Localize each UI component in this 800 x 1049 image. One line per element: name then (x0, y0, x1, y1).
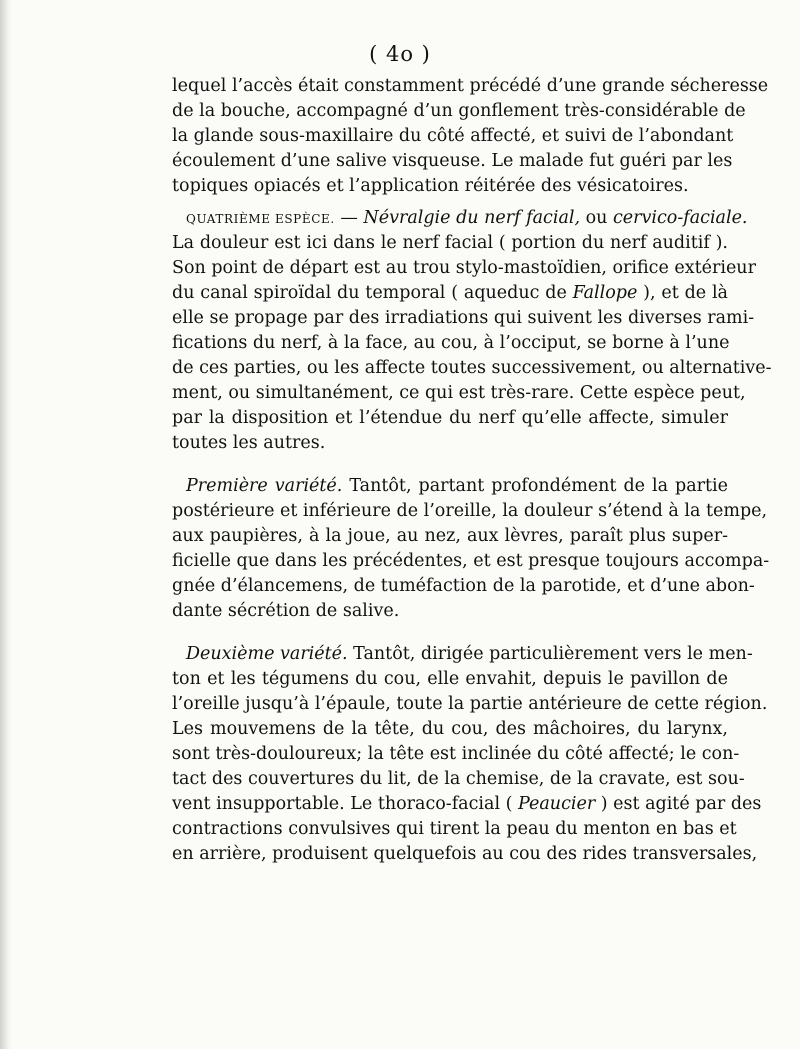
text-line: ton et les tégumens du cou, elle envahit, depuis le pavillon de (172, 669, 728, 689)
paragraph-deuxieme-variete (172, 642, 768, 867)
heading-dash: — (334, 208, 364, 228)
text-segment: vent insupportable. Le thoraco-facial ( (172, 794, 519, 814)
text-segment: Tantôt, dirigée particulièrement vers le men- (347, 644, 753, 664)
section-title: Névralgie du nerf facial, (363, 208, 581, 228)
text-line (172, 474, 728, 499)
variety-label: Première variété. (186, 476, 343, 496)
text-line: de la bouche, accompagné d’un gonflement très-considérable de (172, 101, 746, 121)
text-line: Les mouvemens de la tête, du cou, des mâchoires, du larynx, (172, 719, 728, 739)
text-line (172, 642, 753, 667)
text-line: contractions convulsives qui tirent la peau du menton en bas et (172, 819, 737, 839)
text-line (172, 792, 762, 817)
text-line: en arrière, produisent quelquefois au cou des rides transversales, (172, 844, 758, 864)
heading-connector: ou (580, 208, 613, 228)
text-line: fications du nerf, à la face, au cou, à l’occiput, se borne à l’une (172, 333, 730, 353)
text-line: ficielle que dans les précédentes, et est presque toujours accompa- (172, 551, 770, 571)
text-line: par la disposition et l’étendue du nerf qu’elle affecte, simuler (172, 408, 728, 428)
section-quatrieme-espece (172, 206, 772, 456)
binding-gutter-shadow (0, 0, 12, 1049)
text-line: ment, ou simultanément, ce qui est très-rare. Cette espèce peut, (172, 383, 746, 403)
text-line: de ces parties, ou les affecte toutes successivement, ou alternative- (172, 358, 772, 378)
text-line: sont très-douloureux; la tête est inclinée du côté affecté; le con- (172, 744, 740, 764)
text-line: Son point de départ est au trou stylo-mastoïdien, orifice extérieur (172, 258, 756, 278)
text-segment: du canal spiroïdal du temporal ( aqueduc de (172, 283, 573, 303)
text-line: lequel l’accès était constamment précédé d’une grande sécheresse (172, 76, 769, 96)
text-segment: ), et de là (637, 283, 728, 303)
section-alt-title: cervico-faciale. (612, 208, 748, 228)
text-line: postérieure et inférieure de l’oreille, la douleur s’étend à la tempe, (172, 501, 768, 521)
paragraph-continuation (172, 74, 769, 199)
text-line: la glande sous-maxillaire du côté affecté, et suivi de l’abondant (172, 126, 734, 146)
text-line (172, 281, 728, 306)
section-label: QUATRIÈME ESPÈCE. (186, 212, 335, 226)
text-segment: Tantôt, partant profondément de la partie (342, 476, 728, 496)
text-line: dante sécrétion de salive. (172, 601, 400, 621)
paragraph-premiere-variete (172, 474, 770, 624)
text-line: gnée d’élancemens, de tuméfaction de la parotide, et d’une abon- (172, 576, 755, 596)
section-heading (172, 206, 748, 231)
text-segment: ) est agité par des (595, 794, 762, 814)
text-line: toutes les autres. (172, 433, 326, 453)
page-number: ( 4o ) (369, 42, 431, 66)
variety-label: Deuxième variété. (186, 644, 348, 664)
text-line: La douleur est ici dans le nerf facial ( portion du nerf auditif ). (172, 233, 728, 253)
italic-term: Fallope (572, 283, 638, 303)
text-line: elle se propage par des irradiations qui suivent les diverses rami- (172, 308, 755, 328)
text-line: tact des couvertures du lit, de la chemise, de la cravate, est sou- (172, 769, 745, 789)
text-line: topiques opiacés et l’application réitérée des vésicatoires. (172, 176, 689, 196)
italic-term: Peaucier (518, 794, 596, 814)
text-line: aux paupières, à la joue, au nez, aux lèvres, paraît plus super- (172, 526, 728, 546)
text-line: écoulement d’une salive visqueuse. Le malade fut guéri par les (172, 151, 733, 171)
text-line: l’oreille jusqu’à l’épaule, toute la partie antérieure de cette région. (172, 694, 768, 714)
